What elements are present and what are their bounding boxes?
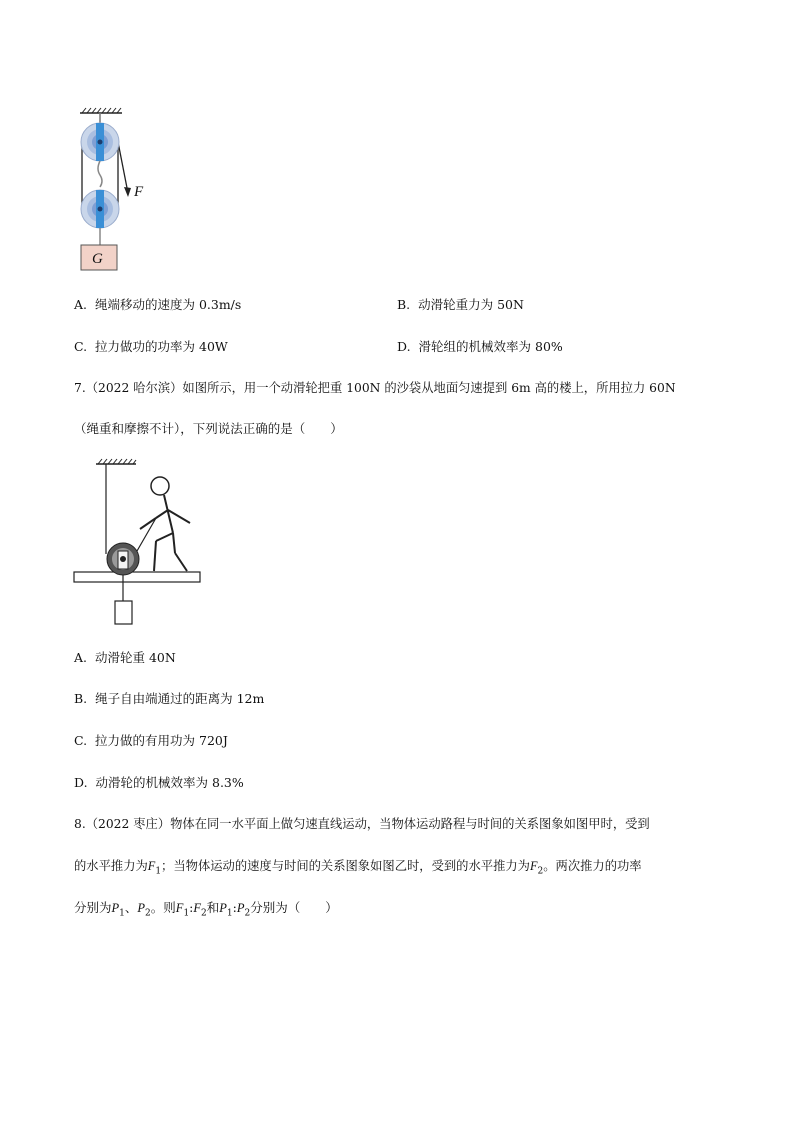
- q6-option-d: D. 滑轮组的机械效率为 80%: [397, 339, 563, 354]
- symbol-f2: F: [529, 859, 538, 873]
- q8-stem-line2: 的水平推力为$F_1$；当物体运动的速度与时间的关系图象如图乙时，受到的水平推力为$F_2$。两次推力的功率: [74, 859, 642, 877]
- q7-option-d: D. 动滑轮的机械效率为 8.3%: [74, 775, 244, 790]
- q7-stem-line2: （绳重和摩擦不计），下列说法正确的是（ ）: [74, 421, 343, 436]
- floor-slab: [74, 572, 200, 582]
- ratio-p1: P: [219, 901, 227, 915]
- force-arrow-head: [124, 187, 131, 197]
- ratio-f1: F: [175, 901, 184, 915]
- ratio-p2: P: [236, 901, 245, 915]
- q8-stem-line3: 分别为$P_1$、$P_2$。则$F_1:F_2$和$P_1:P_2$分别为（ ）: [74, 900, 338, 919]
- fixed-pulley: [81, 123, 119, 161]
- sandbag: [115, 601, 132, 624]
- q8-stem-line1: 8.（2022 枣庄）物体在同一水平面上做匀速直线运动，当物体运动路程与时间的关系图象如图甲时，受到: [74, 817, 650, 831]
- q6-option-a: A. 绳端移动的速度为 0.3m/s: [74, 297, 242, 312]
- q7-option-a: A. 动滑轮重 40N: [74, 650, 176, 665]
- person: [140, 477, 190, 571]
- weight-label: G: [92, 251, 103, 267]
- person-pulley-figure: [72, 455, 204, 627]
- symbol-p1: P: [111, 901, 120, 915]
- pulley-system-figure: [70, 105, 190, 275]
- q7-option-c: C. 拉力做的有用功为 720J: [74, 733, 228, 748]
- q7-stem-line1: 7.（2022 哈尔滨）如图所示，用一个动滑轮把重 100N 的沙袋从地面匀速提到 6m 高的楼上，所用拉力 60N: [74, 381, 676, 395]
- rope-free-end: [118, 142, 128, 193]
- rope-pull-end: [137, 518, 156, 551]
- movable-pulley-2: [107, 543, 139, 575]
- symbol-f1: F: [147, 859, 156, 873]
- q6-option-c: C. 拉力做功的功率为 40W: [74, 339, 228, 354]
- q6-option-b: B. 动滑轮重力为 50N: [397, 297, 524, 312]
- q7-option-b: B. 绳子自由端通过的距离为 12m: [74, 691, 265, 706]
- symbol-p2: P: [137, 901, 146, 915]
- ratio-f2: F: [193, 901, 202, 915]
- movable-pulley: [81, 190, 119, 228]
- force-label: F: [134, 184, 144, 200]
